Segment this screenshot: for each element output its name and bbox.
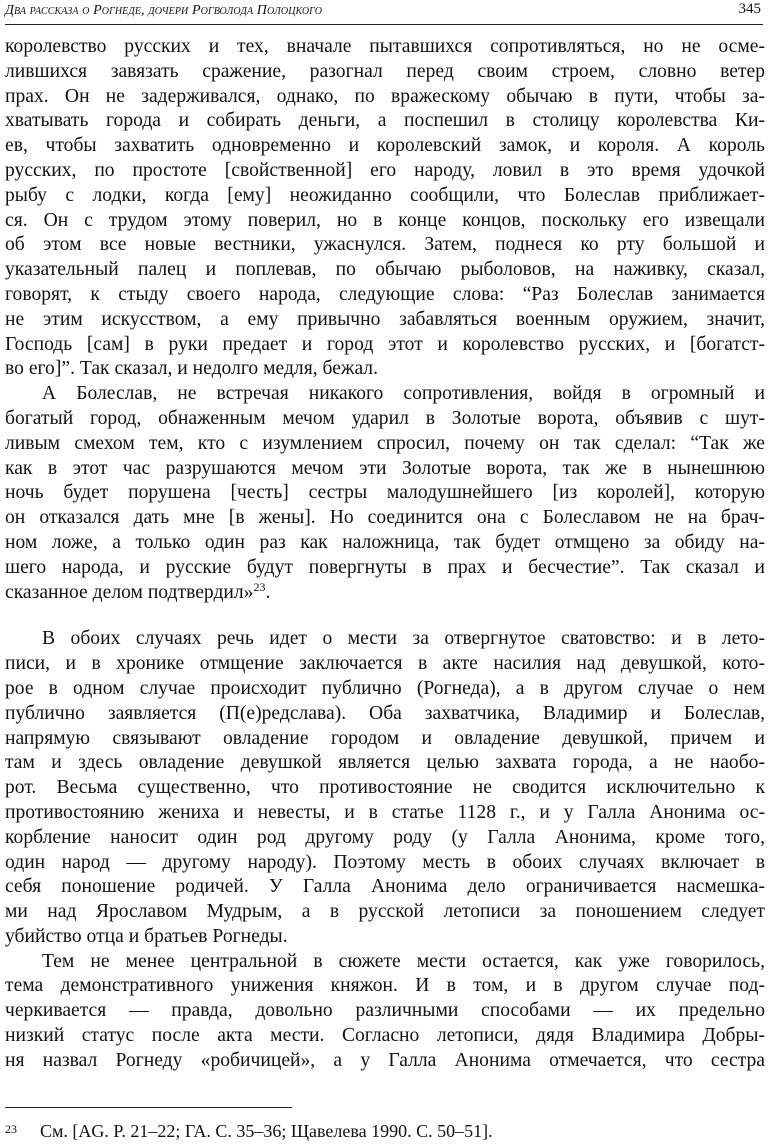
text-line: говорят, к стыду своего народа, следующие слова: “Раз Болеслав занимается xyxy=(5,283,765,305)
paragraph-3 xyxy=(5,627,765,949)
text-line: прах. Он не задерживался, однако, по вражескому обычаю в пути, чтобы за- xyxy=(5,85,765,107)
text-line: тема демонстративного унижения княжон. И в том, и в другом случае под- xyxy=(5,975,765,997)
footnote-divider xyxy=(5,1107,292,1108)
text-line: В обоих случаях речь идет о мести за отвергнутое сватовство: и в лето- xyxy=(42,628,765,650)
text-line: шего народа, и русские будут повергнуты в прах и бесчестие”. Так сказал и xyxy=(5,556,765,578)
text-line: королевство русских и тех, вначале пытавшихся сопротивляться, но не осме- xyxy=(5,36,765,57)
text-line: один народ — другому народу). Поэтому месть в обоих случаях включает в xyxy=(5,851,765,873)
text-line: напрямую связывают овладение городом и овладение девушкой, причем и xyxy=(5,727,765,749)
text-line-content: сказанное делом подтвердил» xyxy=(5,581,254,603)
text-line: публично заявляется (П(е)редслава). Оба захватчика, Владимир и Болеслав, xyxy=(5,702,765,724)
text-line: себя поношение родичей. У Галла Анонима дело ограничивается насмешка- xyxy=(5,876,765,898)
text-line: как в этот час разрушаются мечом эти Золотые ворота, так же в нынешнюю xyxy=(5,457,765,479)
text-line: об этом все новые вестники, ужаснулся. Затем, поднеся ко рту большой и xyxy=(5,234,765,256)
text-line: рое в одном случае происходит публично (Рогнеда), а в другом случае о нем xyxy=(5,677,765,699)
footnote-number: 23 xyxy=(5,1122,17,1136)
text-line: убийство отца и братьев Рогнеды. xyxy=(5,925,288,947)
text-line: богатый город, обнаженным мечом ударил в Золотые ворота, объявив с шут- xyxy=(5,407,765,429)
text-line: ночь будет порушена [честь] сестры малодушнейшего [из королей], которую xyxy=(5,482,765,504)
text-line: рот. Весьма существенно, что противостояние не сводится исключительно к xyxy=(5,777,765,799)
text-line: ми над Ярославом Мудрым, а в русской летописи за поношением следует xyxy=(5,901,765,923)
text-line: во его]”. Так сказал, и недолго медля, бежал. xyxy=(5,358,378,380)
section-gap xyxy=(5,605,765,627)
text-line: русских, по простоте [свойственной] его народу, ловил в это время удочкой xyxy=(5,159,765,181)
text-line: лившихся завязать сражение, разогнал перед своим строем, словно ветер xyxy=(5,60,765,82)
text-line: А Болеслав, не встречая никакого сопротивления, войдя в огромный и xyxy=(42,383,765,405)
text-line: Тем не менее центральной в сюжете мести остается, как уже говорилось, xyxy=(42,950,765,972)
text-line: Господь [сам] в руки предает и город этот и королевство русских, и [богатст- xyxy=(5,333,765,355)
text-line: не этим искусством, а ему привычно забавляться военным оружием, значит, xyxy=(5,308,765,330)
page-number: 345 xyxy=(738,1,761,17)
text-line: черкивается — правда, довольно различными способами — их предельно xyxy=(5,1000,765,1022)
text-line: писи, и в хронике отмщение заключается в акте насилия над девушкой, кото- xyxy=(5,653,765,675)
footnote-reference[interactable]: 23 xyxy=(253,580,266,594)
text-line: указательный палец и поплевав, по обычаю рыболовов, на наживку, сказал, xyxy=(5,259,765,281)
text-line: противостоянию жениха и невесты, и в статье 1128 г., и у Галла Анонима ос- xyxy=(5,801,765,823)
paragraph-2 xyxy=(5,382,765,605)
running-title: Два рассказа о Рогнеде, дочери Рогволода Полоцкого xyxy=(5,3,323,18)
text-line: сказанное делом подтвердил»$^{23}$. xyxy=(5,580,271,603)
text-line: хватывать города и собирать деньги, а поспешил в столицу королевства Ки- xyxy=(5,110,765,132)
paragraph-4 xyxy=(5,950,765,1074)
paragraph-1 xyxy=(5,35,765,382)
body-text xyxy=(5,35,765,1074)
text-line: он отказался дать мне [в жены]. Но соединится она с Болеславом не на брач- xyxy=(5,507,765,529)
running-header xyxy=(5,0,763,25)
text-line: рыбу с лодки, когда [ему] неожиданно сообщили, что Болеслав приближает- xyxy=(5,184,765,206)
text-line: ня назвал Рогнеду «робичицей», а у Галла Анонима отмечается, что сестра xyxy=(5,1049,765,1071)
footnote-text: См. [AG. P. 21–22; ГА. С. 35–36; Щавелева 1990. С. 50–51]. xyxy=(40,1121,493,1141)
text-line: ливым смехом тем, кто с изумлением спросил, почему он так сделал: “Так же xyxy=(5,432,765,454)
text-line: ном ложе, а только один раз как наложница, так будет отмщено за обиду на- xyxy=(5,531,765,553)
text-line: там и здесь овладение девушкой является целью захвата города, а не наобо- xyxy=(5,752,765,774)
text-line: ев, чтобы захватить одновременно и королевский замок, и короля. А король xyxy=(5,135,765,157)
text-line: низкий статус после акта мести. Согласно летописи, дядя Владимира Добры- xyxy=(5,1025,765,1047)
text-line: ся. Он с трудом этому поверил, но в конце концов, поскольку его извещали xyxy=(5,209,765,231)
footnote xyxy=(5,1118,765,1142)
text-line: корбление наносит один род другому роду (у Галла Анонима, кроме того, xyxy=(5,826,765,848)
